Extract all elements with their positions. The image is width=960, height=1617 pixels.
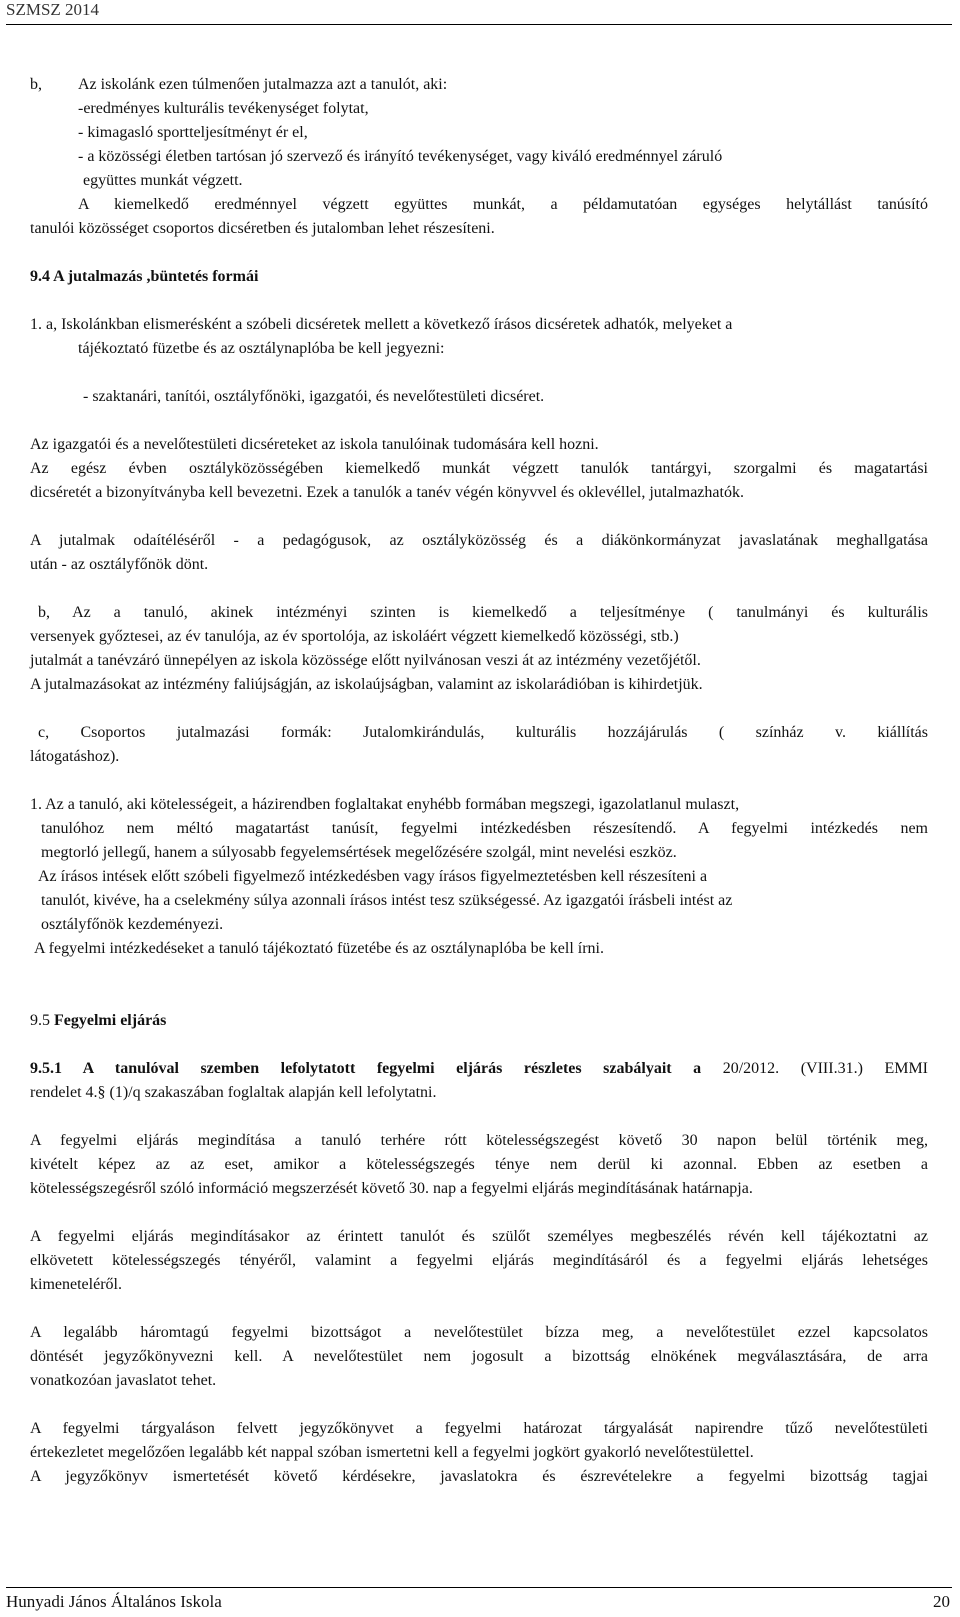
section-b-item: együttes munkát végzett. bbox=[83, 172, 243, 189]
paragraph-line: látogatáshoz). bbox=[30, 748, 120, 765]
paragraph-line: kimeneteléről. bbox=[30, 1276, 122, 1293]
paragraph-line: kivételt képez az az eset, amikor a kötelességszegés ténye nem derül ki azonnal. Ebben az esetben a bbox=[30, 1156, 928, 1173]
page-header-title: SZMSZ 2014 bbox=[6, 0, 100, 19]
section-b-intro: Az iskolánk ezen túlmenően jutalmazza azt a tanulót, aki: bbox=[78, 76, 448, 93]
paragraph-line: tanulói közösséget csoportos dicséretben és jutalomban lehet részesíteni. bbox=[30, 220, 495, 237]
paragraph-line: osztályfőnök kezdeményezi. bbox=[41, 916, 224, 933]
paragraph-line: A jutalmazásokat az intézmény faliújságján, az iskolaújságban, valamint az iskolarádióban is kihirdetjük. bbox=[30, 676, 703, 693]
section-b-marker: b, bbox=[30, 76, 42, 93]
paragraph-line: után - az osztályfőnök dönt. bbox=[30, 556, 209, 573]
header-divider bbox=[6, 24, 952, 25]
paragraph-line: A fegyelmi eljárás megindításakor az érintett tanulót és szülőt személyes megbeszélés révén kell tájékoztatni az bbox=[30, 1228, 928, 1245]
paragraph-line: jutalmát a tanévzáró ünnepélyen az iskola közössége előtt nyilvánosan veszi át az intézmény vezetőjétől. bbox=[30, 652, 701, 669]
paragraph-line: tájékoztató füzetbe és az osztálynaplóba be kell jegyezni: bbox=[78, 340, 445, 357]
footer-school-name: Hunyadi János Általános Iskola bbox=[6, 1592, 222, 1611]
paragraph-line: A fegyelmi intézkedéseket a tanuló tájékoztató füzetébe és az osztálynaplóba be kell írni. bbox=[34, 940, 604, 957]
paragraph-line: kötelességszegésről szóló információ megszerzését követő 30. nap a fegyelmi eljárás megindításának határnapja. bbox=[30, 1180, 753, 1197]
footer-divider bbox=[6, 1587, 952, 1588]
paragraph-line: értekezletet megelőzően legalább két nappal szóban ismertetni kell a fegyelmi jogkört gyakorló nevelőtestülettel. bbox=[30, 1444, 754, 1461]
paragraph-line: A legalább háromtagú fegyelmi bizottságot a nevelőtestület bízza meg, a nevelőtestület ezzel kapcsolatos bbox=[30, 1324, 928, 1341]
paragraph-line: elkövetett kötelességszegés tényéről, valamint a fegyelmi eljárás megindításáról és a fegyelmi eljárás lehetséges bbox=[30, 1252, 928, 1269]
paragraph-line: A jegyzőkönyv ismertetését követő kérdésekre, javaslatokra és észrevételekre a fegyelmi bizottság tagjai bbox=[30, 1468, 928, 1485]
section-b-item: - kimagasló sportteljesítményt ér el, bbox=[78, 124, 308, 141]
paragraph-line: vonatkozóan javaslatot tehet. bbox=[30, 1372, 217, 1389]
paragraph-line bbox=[30, 1058, 928, 1080]
section-b-item: -eredményes kulturális tevékenységet folytat, bbox=[78, 100, 369, 117]
paragraph-line: 1. a, Iskolánkban elismerésként a szóbeli dicséretek mellett a következő írásos dicséretek adhatók, melyeket a bbox=[30, 316, 733, 333]
paragraph-line: A kiemelkedő eredménnyel végzett együttes munkát, a példamutatóan egységes helytállást tanúsító bbox=[78, 196, 928, 213]
footer-page-number: 20 bbox=[933, 1592, 950, 1611]
paragraph-line: tanulót, kivéve, ha a cselekmény súlya azonnali írásos intést tesz szükségessé. Az igazgatói írásbeli intést az bbox=[41, 892, 733, 909]
paragraph-line: A fegyelmi eljárás megindítása a tanuló terhére rótt kötelességszegést követő 30 napon belül történik meg, bbox=[30, 1132, 928, 1149]
paragraph-line: tanulóhoz nem méltó magatartást tanúsít, fegyelmi intézkedésben részesítendő. A fegyelmi intézkedés nem bbox=[41, 820, 928, 837]
section-title: Fegyelmi eljárás bbox=[54, 1012, 167, 1029]
paragraph-line: versenyek győztesei, az év tanulója, az év sportolója, az iskoláért végzett kiemelkedő közösségi, stb.) bbox=[30, 628, 679, 645]
paragraph-line: 1. Az a tanuló, aki kötelességeit, a házirendben foglaltakat enyhébb formában megszegi, igazolatlanul mulaszt, bbox=[30, 796, 740, 813]
subsection-heading-9-5-1: 9.5.1 A tanulóval szemben lefolytatott fegyelmi eljárás részletes szabályait a bbox=[30, 1060, 702, 1077]
paragraph-line: döntését jegyzőkönyvezni kell. A nevelőtestület nem jogosult a bizottság elnökének megválasztására, de arra bbox=[30, 1348, 928, 1365]
paragraph-line: dicséretét a bizonyítványba kell bevezetni. Ezek a tanulók a tanév végén könyvvel és oklevéllel, jutalmazhatók. bbox=[30, 484, 744, 501]
paragraph-line: A jutalmak odaítéléséről - a pedagógusok, az osztályközösség és a diákönkormányzat javaslatának meghallgatása bbox=[30, 532, 928, 549]
paragraph-line: Az igazgatói és a nevelőtestületi dicséreteket az iskola tanulóinak tudomására kell hozni. bbox=[30, 436, 599, 453]
section-heading-9-4: 9.4 A jutalmazás ,büntetés formái bbox=[30, 268, 259, 285]
list-item: - szaktanári, tanítói, osztályfőnöki, igazgatói, és nevelőtestületi dicséret. bbox=[83, 388, 545, 405]
paragraph-line: rendelet 4.§ (1)/q szakaszában foglaltak alapján kell lefolytatni. bbox=[30, 1084, 437, 1101]
regulation-reference: 20/2012. (VIII.31.) EMMI bbox=[701, 1060, 928, 1077]
paragraph-line: A fegyelmi tárgyaláson felvett jegyzőkönyvet a fegyelmi határozat tárgyalását napirendre tűző nevelőtestületi bbox=[30, 1420, 928, 1437]
paragraph-line: megtorló jellegű, hanem a súlyosabb fegyelemsértések megelőzésére szolgál, mint nevelési eszköz. bbox=[41, 844, 677, 861]
paragraph-line: c, Csoportos jutalmazási formák: Jutalomkirándulás, kulturális hozzájárulás ( színház v. kiállítás bbox=[38, 724, 928, 741]
section-b-item: - a közösségi életben tartósan jó szervező és irányító tevékenységet, vagy kiváló eredménnyel záruló bbox=[78, 148, 723, 165]
section-number: 9.5 bbox=[30, 1012, 54, 1029]
paragraph-line: b, Az a tanuló, akinek intézményi szinten is kiemelkedő a teljesítménye ( tanulmányi és kulturális bbox=[38, 604, 928, 621]
section-heading-9-5 bbox=[30, 1010, 166, 1032]
paragraph-line: Az írásos intések előtt szóbeli figyelmező intézkedésben vagy írásos figyelmeztetésben kell részesíteni a bbox=[38, 868, 708, 885]
paragraph-line: Az egész évben osztályközösségében kiemelkedő munkát végzett tanulók tantárgyi, szorgalmi és magatartási bbox=[30, 460, 928, 477]
